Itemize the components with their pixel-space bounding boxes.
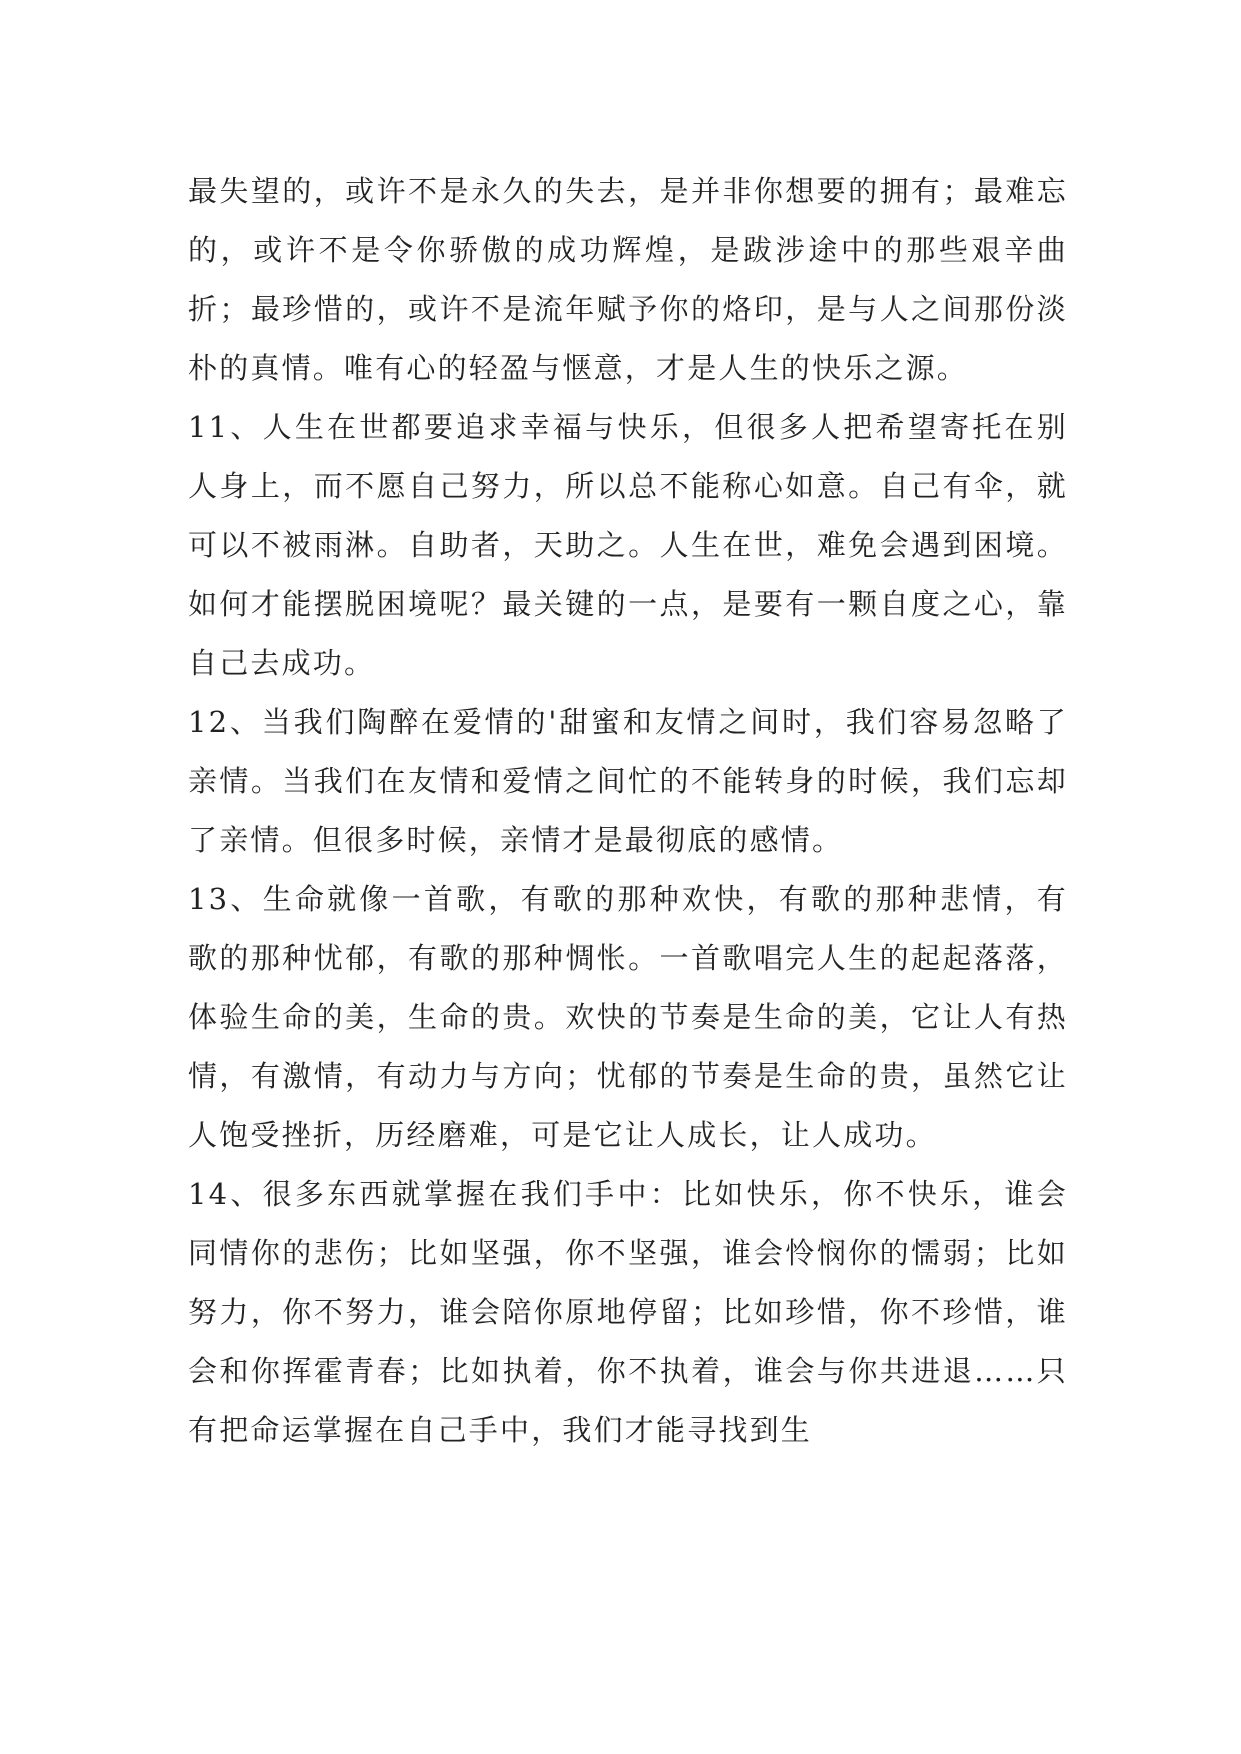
body-text (188, 162, 1068, 1460)
paragraph-14: 14、很多东西就掌握在我们手中：比如快乐，你不快乐，谁会同情你的悲伤；比如坚强，你不坚强，谁会怜悯你的懦弱；比如努力，你不努力，谁会陪你原地停留；比如珍惜，你不珍惜，谁会和你挥霍青春；比如执着，你不执着，谁会与你共进退……只有把命运掌握在自己手中，我们才能寻找到生 (188, 1177, 1068, 1447)
paragraph-13: 13、生命就像一首歌，有歌的那种欢快，有歌的那种悲情，有歌的那种忧郁，有歌的那种惆怅。一首歌唱完人生的起起落落，体验生命的美，生命的贵。欢快的节奏是生命的美，它让人有热情，有激情，有动力与方向；忧郁的节奏是生命的贵，虽然它让人饱受挫折，历经磨难，可是它让人成长，让人成功。 (188, 882, 1068, 1152)
paragraph-12: 12、当我们陶醉在爱情的'甜蜜和友情之间时，我们容易忽略了亲情。当我们在友情和爱情之间忙的不能转身的时候，我们忘却了亲情。但很多时候，亲情才是最彻底的感情。 (188, 705, 1068, 857)
paragraph-intro: 最失望的，或许不是永久的失去，是并非你想要的拥有；最难忘的，或许不是令你骄傲的成功辉煌，是跋涉途中的那些艰辛曲折；最珍惜的，或许不是流年赋予你的烙印，是与人之间那份淡朴的真情。唯有心的轻盈与惬意，才是人生的快乐之源。 (188, 174, 1068, 385)
paragraph-11: 11、人生在世都要追求幸福与快乐，但很多人把希望寄托在别人身上，而不愿自己努力，所以总不能称心如意。自己有伞，就可以不被雨淋。自助者，天助之。人生在世，难免会遇到困境。如何才能摆脱困境呢？最关键的一点，是要有一颗自度之心，靠自己去成功。 (188, 410, 1068, 680)
